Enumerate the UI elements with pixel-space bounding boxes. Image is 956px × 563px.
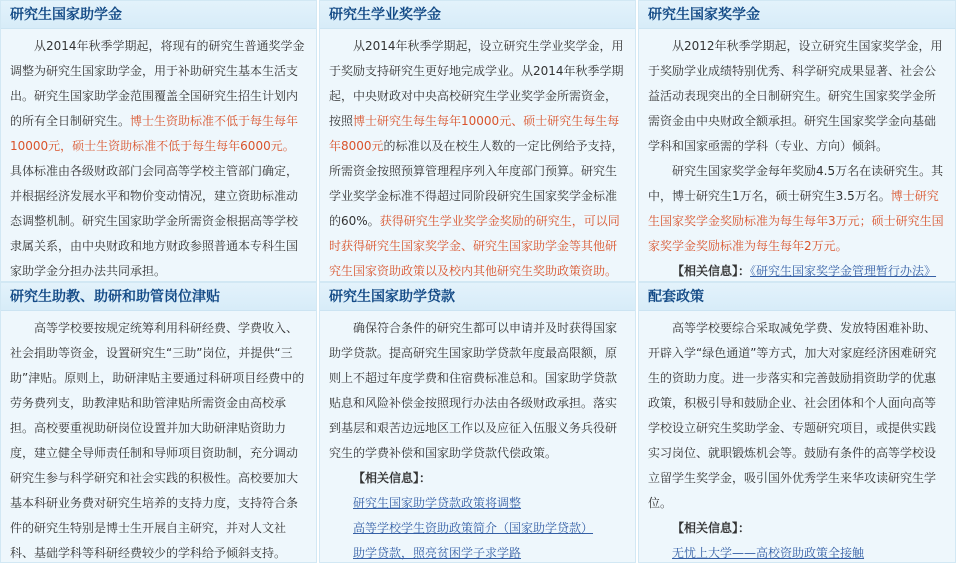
- card-academic-scholarship: [319, 0, 636, 282]
- text: 研究生国家奖学金每年奖励4.5万名在读研究生。其中，博士研究生1万名，硕士研究生3.5万名。: [648, 164, 944, 203]
- card-assistantship-allowance: [0, 282, 317, 563]
- related-link-row: [329, 491, 625, 516]
- paragraph: 从2012年秋季学期起，设立研究生国家奖学金，用于奖励学业成绩特别优秀、科学研究成果显著、社会公益活动表现突出的全日制研究生。研究生国家奖学金所需资金由中央财政全额承担。研究生国家奖学金向基础学科和国家亟需的学科（专业、方向）倾斜。: [648, 39, 943, 153]
- related-info: [648, 259, 945, 282]
- text: 从2014年秋季学期起，将现有的研究生普通奖学金调整为研究生国家助学金，用于补助研究生基本生活支出。研究生国家助学金范围覆盖全国研究生招生计划内的所有全日制研究生。: [10, 39, 305, 128]
- related-link[interactable]: 高等学校学生资助政策简介（国家助学贷款）: [353, 521, 594, 535]
- text: 具体标准由各级财政部门会同高等学校主管部门确定，并根据经济发展水平和物价变动情况，建立资助标准动态调整机制。研究生国家助学金所需资金根据高等学校隶属关系，由中央财政和地方财政参照普通本专科生国家助学金分担办法共同承担。: [10, 164, 299, 278]
- card-body: [320, 311, 635, 563]
- card-body: [320, 29, 635, 282]
- card-student-loan: [319, 282, 636, 563]
- related-link[interactable]: 研究生国家助学贷款政策将调整: [353, 496, 522, 510]
- highlight-text: 获得研究生学业奖学金奖励的研究生，可以同时获得研究生国家奖学金、研究生国家助学金等其他研究生国家资助政策以及校内其他研究生奖助政策资助。: [329, 214, 620, 278]
- card-title: 研究生助教、助研和助管岗位津贴: [1, 283, 316, 311]
- paragraph: 确保符合条件的研究生都可以申请并及时获得国家助学贷款。提高研究生国家助学贷款年度最高限额，原则上不超过年度学费和住宿费标准总和。国家助学贷款贴息和风险补偿金按照现行办法由各级财政承担。落实到基层和艰苦边远地区工作以及应征入伍服义务兵役研究生的学费补偿和国家助学贷款代偿政策。: [329, 321, 618, 460]
- related-info-label: 【相关信息】: [353, 471, 420, 485]
- card-supporting-policies: [638, 282, 956, 563]
- related-link-row: [329, 516, 625, 541]
- related-info: [648, 516, 945, 541]
- card-body: [1, 29, 316, 282]
- paragraph: 高等学校要按规定统筹利用科研经费、学费收入、社会捐助等资金，设置研究生“三助”岗位，并提供“三助”津贴。原则上，助研津贴主要通过科研项目经费中的劳务费列支，助教津贴和助管津贴所需资金由高校承担。高校要重视助研岗位设置并加大助研津贴资助力度，建立健全导师责任制和导师项目资助制，充分调动研究生参与科学研究和社会实践的积极性。高校要加大基本科研业务费对研究生培养的支持力度，支持符合条件的研究生特别是博士生开展自主研究，并对人文社科、基础学科等科研经费较少的学科给予倾斜支持。: [10, 321, 305, 560]
- related-link[interactable]: 助学贷款，照亮贫困学子求学路: [353, 546, 522, 560]
- related-link-row: [329, 541, 625, 563]
- card-title: 研究生国家奖学金: [639, 1, 955, 29]
- card-title: 配套政策: [639, 283, 955, 311]
- related-link[interactable]: 无忧上大学——高校资助政策全接触: [672, 546, 865, 560]
- card-title: 研究生国家助学金: [1, 1, 316, 29]
- card-title: 研究生学业奖学金: [320, 1, 635, 29]
- related-link[interactable]: 《研究生国家奖学金管理暂行办法》: [750, 264, 937, 278]
- text: 的标准以及在校生人数的一定比例给予支持，所需资金按照预算管理程序列入年度部门预算。研究生学业奖学金标准不得超过同阶段研究生国家奖学金标准的60%。: [329, 139, 624, 228]
- highlight-text: 博士研究生每生每年10000元、硕士研究生每生每年8000元: [329, 114, 620, 153]
- paragraph: [648, 159, 945, 259]
- card-national-grant: [0, 0, 317, 282]
- paragraph: 高等学校要综合采取减免学费、发放特困难补助、开辟入学“绿色通道”等方式，加大对家庭经济困难研究生的资助力度。进一步落实和完善鼓励捐资助学的优惠政策，积极引导和鼓励企业、社会团体和个人面向高等学校设立研究生奖助学金、专题研究项目，或提供实践实习岗位、就职锻炼机会等。鼓励有条件的高等学校设立留学生奖学金，吸引国外优秀学生来华攻读研究生学位。: [648, 321, 937, 510]
- related-info-sep: ：: [419, 471, 432, 485]
- card-title: 研究生国家助学贷款: [320, 283, 635, 311]
- related-info-label: 【相关信息】: [672, 521, 739, 535]
- highlight-text: 博士研究生国家奖学金奖励标准为每生每年3万元；硕士研究生国家奖学金奖励标准为每生每年2万元。: [648, 189, 944, 253]
- related-info-sep: ：: [738, 521, 751, 535]
- related-info-sep: ：: [738, 264, 751, 278]
- related-info: [329, 466, 625, 491]
- text: 从2014年秋季学期起，设立研究生学业奖学金，用于奖励支持研究生更好地完成学业。从2014年秋季学期起，中央财政对中央高校研究生学业奖学金所需资金，按照: [329, 39, 624, 128]
- paragraph: [10, 34, 306, 282]
- card-body: [1, 311, 316, 563]
- paragraph: [329, 34, 625, 282]
- related-info-label: 【相关信息】: [672, 264, 739, 278]
- card-body: [639, 29, 955, 282]
- related-link-row: [648, 541, 945, 563]
- highlight-text: 博士生资助标准不低于每生每年10000元，硕士生资助标准不低于每生每年6000元。: [10, 114, 299, 153]
- card-national-scholarship: [638, 0, 956, 282]
- card-body: [639, 311, 955, 563]
